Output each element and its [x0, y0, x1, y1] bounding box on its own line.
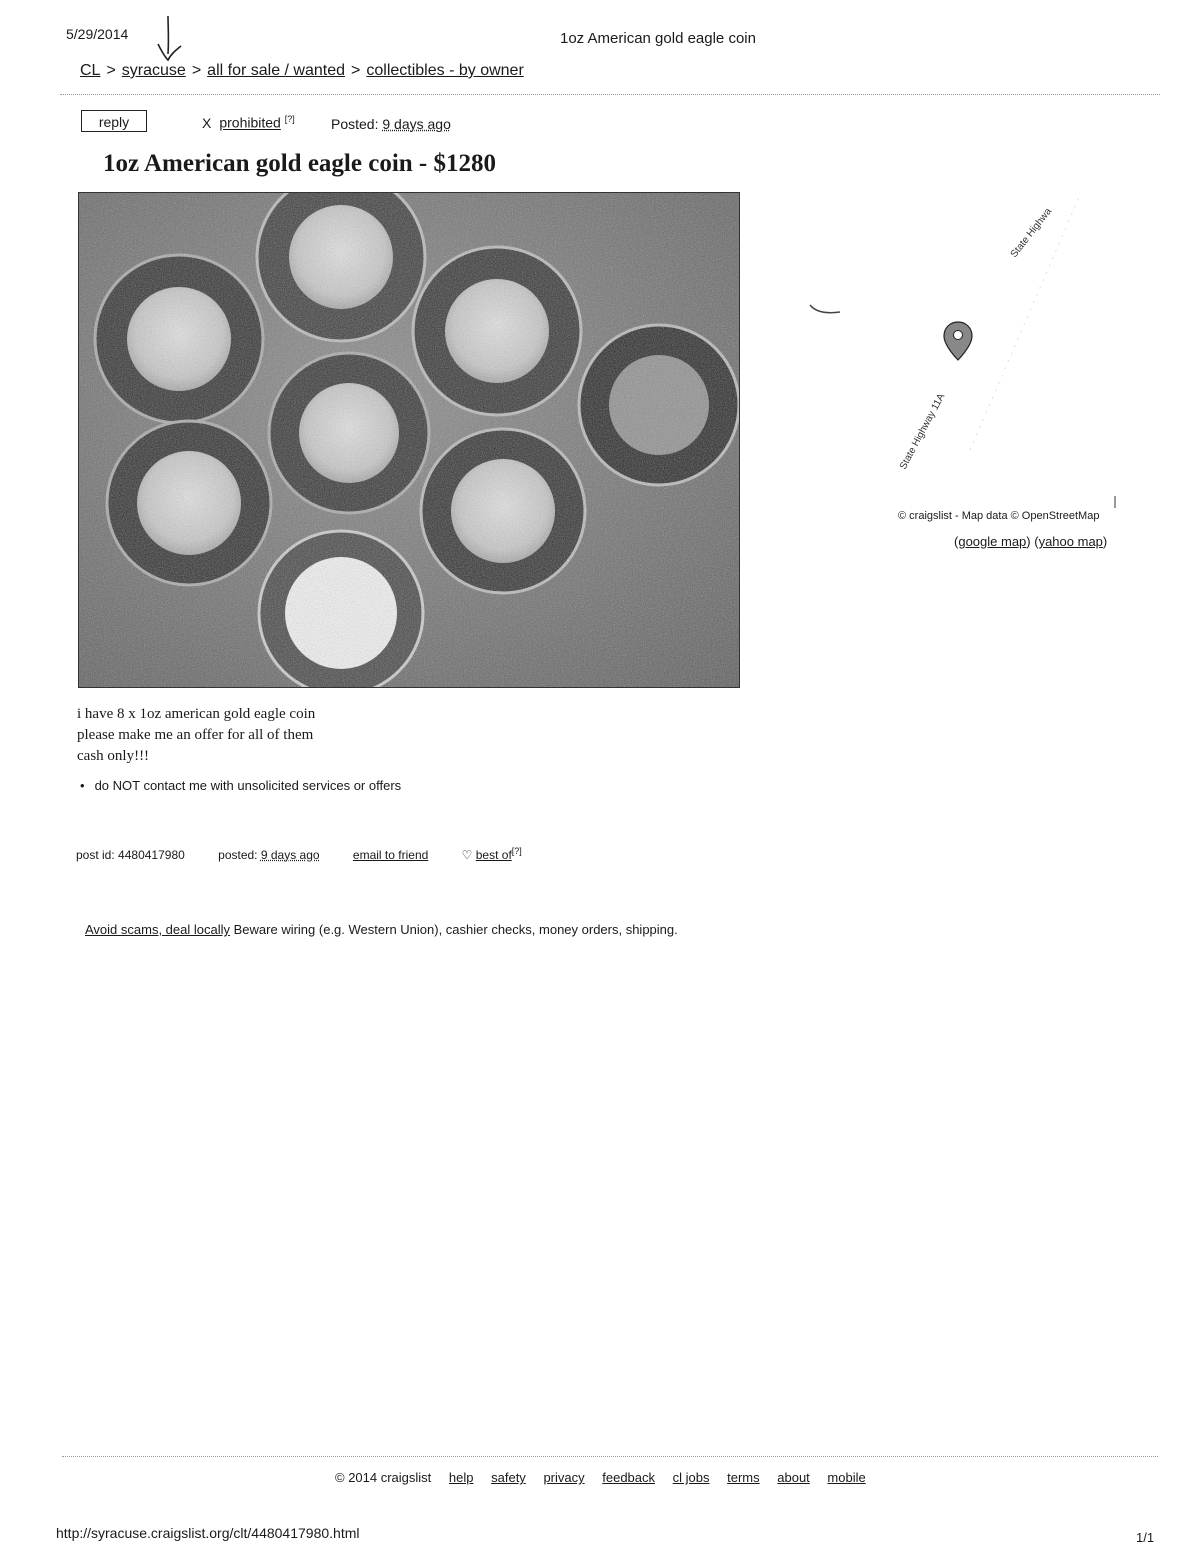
post-id: [76, 848, 185, 862]
body-line: cash only!!!: [77, 748, 150, 764]
help-mark[interactable]: [?]: [284, 114, 295, 124]
notice-item: • do NOT contact me with unsolicited services or offers: [80, 778, 401, 793]
footer-link-terms[interactable]: terms: [727, 1470, 760, 1485]
footer-link-safety[interactable]: safety: [491, 1470, 526, 1485]
print-page-title: 1oz American gold eagle coin: [560, 30, 756, 47]
flag-prohibited: [202, 114, 295, 131]
footer-link-privacy[interactable]: privacy: [543, 1470, 585, 1485]
road-label-1: State Highwa: [1008, 206, 1054, 260]
footer-link-mobile[interactable]: mobile: [827, 1470, 866, 1485]
footer-link-feedback[interactable]: feedback: [602, 1470, 656, 1485]
footer-link-cl-jobs[interactable]: cl jobs: [672, 1470, 710, 1485]
breadcrumb-cl[interactable]: CL: [80, 62, 101, 79]
map-credit: © craigslist - Map data © OpenStreetMap: [898, 510, 1100, 522]
body-line: please make me an offer for all of them: [77, 727, 314, 743]
map-canvas: [780, 190, 1125, 510]
breadcrumb: [80, 62, 524, 80]
map-links: (google map) (yahoo map): [954, 534, 1108, 549]
map[interactable]: [780, 190, 1125, 510]
body-line: i have 8 x 1oz american gold eagle coin: [77, 706, 316, 722]
posted-date: [331, 116, 451, 132]
header-divider: [60, 94, 1160, 95]
avoid-scams-link[interactable]: Avoid scams, deal locally: [85, 922, 230, 937]
footer: [335, 1470, 866, 1485]
yahoo-map-link[interactable]: yahoo map: [1038, 534, 1103, 549]
breadcrumb-for-sale[interactable]: all for sale / wanted: [207, 62, 346, 79]
breadcrumb-separator: >: [106, 62, 116, 79]
breadcrumb-separator: >: [351, 62, 361, 79]
heart-icon[interactable]: ♡: [461, 848, 473, 862]
scam-notice: [85, 922, 678, 937]
map-pin-icon[interactable]: [944, 322, 972, 360]
print-page-number: 1/1: [1136, 1530, 1155, 1545]
posted-value: 9 days ago: [382, 116, 451, 132]
posted-info-value: 9 days ago: [260, 848, 320, 862]
flag-x-icon[interactable]: X: [202, 114, 212, 131]
scam-notice-text: Beware wiring (e.g. Western Union), cashier checks, money orders, shipping.: [233, 922, 678, 937]
footer-link-about[interactable]: about: [777, 1470, 810, 1485]
print-date: 5/29/2014: [66, 26, 129, 42]
posted-label: Posted:: [331, 116, 379, 132]
footer-divider: [62, 1456, 1158, 1457]
prohibited-link[interactable]: prohibited: [219, 114, 281, 131]
posting-title: 1oz American gold eagle coin - $1280: [103, 150, 496, 177]
posted-info-label: posted:: [218, 848, 258, 862]
post-id-value: 4480417980: [118, 848, 185, 862]
breadcrumb-collectibles[interactable]: collectibles - by owner: [366, 62, 524, 79]
footer-link-help[interactable]: help: [448, 1470, 474, 1485]
reply-button[interactable]: reply: [81, 110, 147, 132]
handwritten-arrow-mark: [148, 14, 188, 64]
breadcrumb-syracuse[interactable]: syracuse: [121, 62, 186, 79]
email-to-friend-link[interactable]: email to friend: [352, 848, 429, 862]
post-info: [76, 846, 552, 862]
google-map-link[interactable]: google map: [958, 534, 1027, 549]
road-label-2: State Highway 11A: [897, 391, 948, 472]
notice-list: [80, 778, 401, 793]
post-id-label: post id:: [76, 848, 115, 862]
coin-photo[interactable]: [78, 192, 740, 688]
print-url: http://syracuse.craigslist.org/clt/4480417980.html: [56, 1525, 360, 1541]
coin-photo-image: [79, 193, 739, 687]
posted-info: [218, 848, 319, 862]
copyright: © 2014 craigslist: [335, 1470, 432, 1485]
best-of: [462, 848, 522, 862]
help-mark[interactable]: [?]: [511, 846, 522, 856]
breadcrumb-separator: >: [191, 62, 202, 79]
best-of-link[interactable]: best of: [475, 848, 512, 862]
posting-body: [77, 704, 315, 767]
